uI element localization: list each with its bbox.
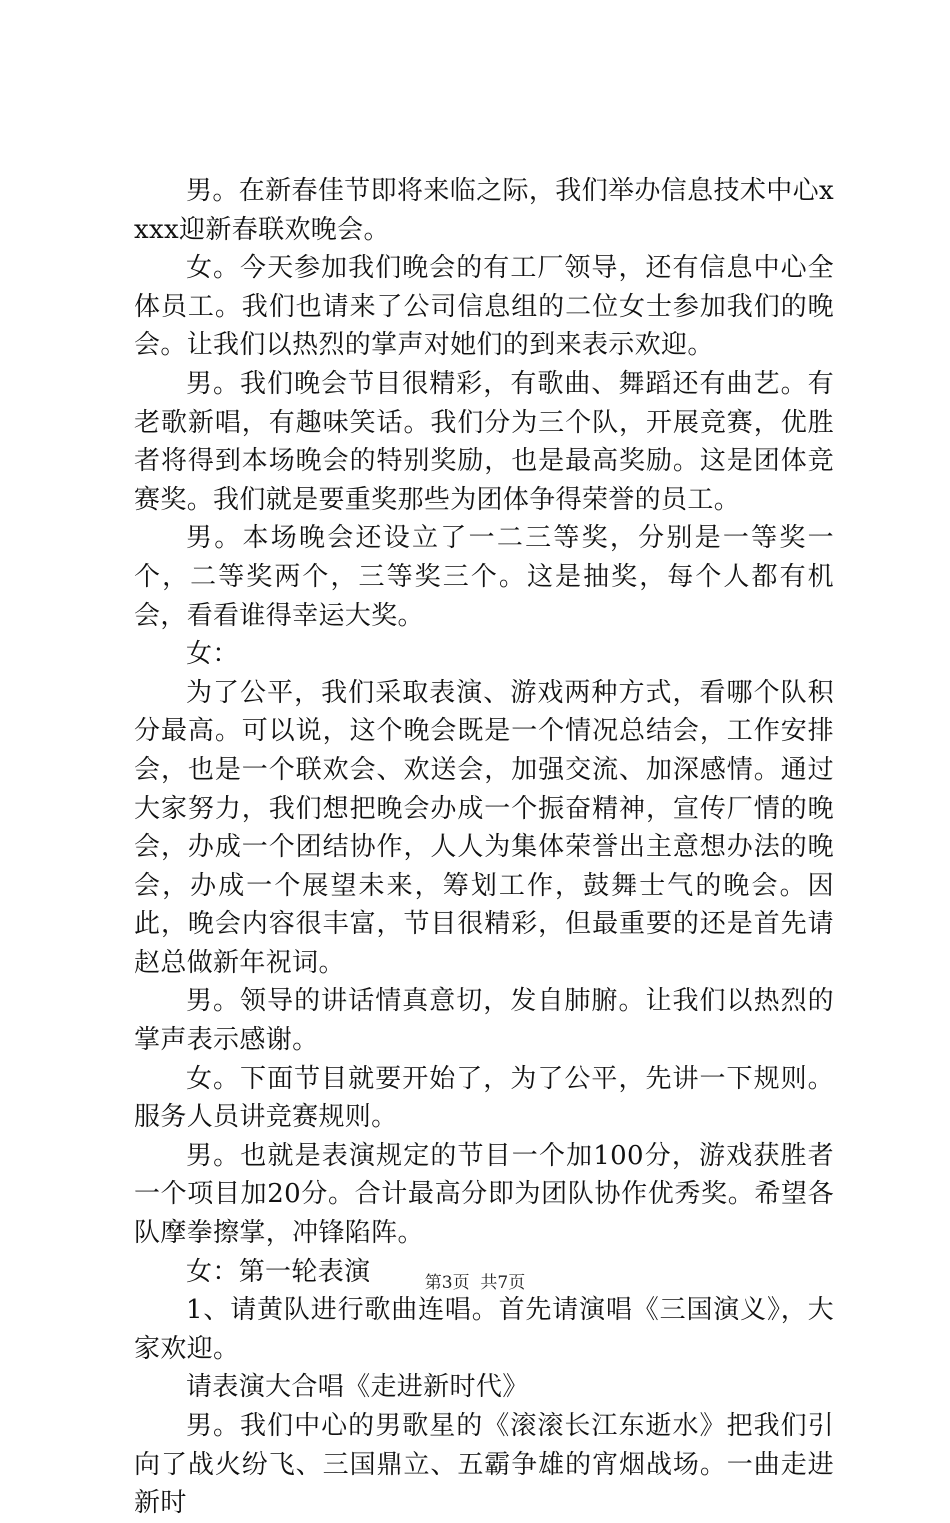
paragraph-4: 男。本场晚会还设立了一二三等奖，分别是一等奖一个，二等奖两个，三等奖三个。这是抽奖，每个人都有机会，看看谁得幸运大奖。 xyxy=(134,523,834,631)
paragraph-7: 男。领导的讲话情真意切，发自肺腑。让我们以热烈的掌声表示感谢。 xyxy=(134,986,834,1056)
document-body xyxy=(134,172,834,1523)
paragraph-9: 男。也就是表演规定的节目一个加100分，游戏获胜者一个项目加20分。合计最高分即为团队协作优秀奖。希望各队摩拳擦掌，冲锋陷阵。 xyxy=(134,1140,834,1249)
page-number-label: 第3页 共7页 xyxy=(424,1273,526,1293)
paragraph-10: 女：第一轮表演 xyxy=(186,1256,371,1287)
page-footer xyxy=(0,1272,950,1294)
paragraph-6: 为了公平，我们采取表演、游戏两种方式，看哪个队积分最高。可以说，这个晚会既是一个情况总结会，工作安排会，也是一个联欢会、欢送会，加强交流、加深感情。通过大家努力，我们想把晚会办成一个振奋精神，宣传厂情的晚会，办成一个团结协作，人人为集体荣誉出主意想办法的晚会，办成一个展望未来，筹划工作，鼓舞士气的晚会。因此，晚会内容很丰富，节目很精彩，但最重要的还是首先请赵总做新年祝词。 xyxy=(134,677,834,978)
paragraph-12: 请表演大合唱《走进新时代》 xyxy=(186,1372,529,1403)
paragraph-2: 女。今天参加我们晚会的有工厂领导，还有信息中心全体员工。我们也请来了公司信息组的二位女士参加我们的晚会。让我们以热烈的掌声对她们的到来表示欢迎。 xyxy=(134,253,834,361)
paragraph-3: 男。我们晚会节目很精彩，有歌曲、舞蹈还有曲艺。有老歌新唱，有趣味笑话。我们分为三个队，开展竞赛，优胜者将得到本场晚会的特别奖励，也是最高奖励。这是团体竞赛奖。我们就是要重奖那些为团体争得荣誉的员工。 xyxy=(134,368,834,515)
paragraph-8: 女。下面节目就要开始了，为了公平，先讲一下规则。服务人员讲竞赛规则。 xyxy=(134,1063,834,1133)
paragraph-11: 1、请黄队进行歌曲连唱。首先请演唱《三国演义》，大家欢迎。 xyxy=(134,1295,834,1364)
paragraph-13: 男。我们中心的男歌星的《滚滚长江东逝水》把我们引向了战火纷飞、三国鼎立、五霸争雄的宵烟战场。一曲走进新时 xyxy=(134,1411,834,1519)
paragraph-1: 男。在新春佳节即将来临之际，我们举办信息技术中心xxxx迎新春联欢晚会。 xyxy=(134,176,834,245)
paragraph-5: 女： xyxy=(186,639,239,670)
